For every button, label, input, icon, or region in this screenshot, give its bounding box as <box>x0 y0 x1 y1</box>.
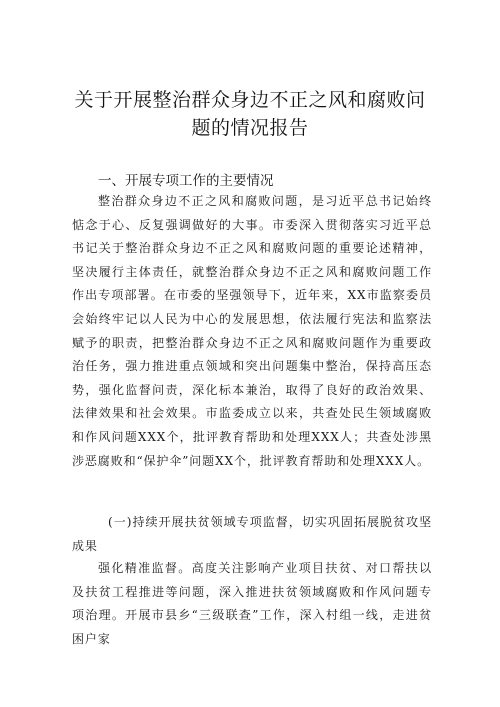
body-paragraph-1: 整治群众身边不正之风和腐败问题，是习近平总书记始终惦念于心、反复强调做好的大事。市委深入贯彻落实习近平总书记关于整治群众身边不正之风和腐败问题的重要论述精神，坚决履行主体责任，就整治群众身边不正之风和腐败问题工作作出专项部署。在市委的坚强领导下，近年来，XX市监察委员会始终牢记以人民为中心的发展思想，依法履行宪法和监察法赋予的职责，把整治群众身边不正之风和腐败问题作为重要政治任务，强力推进重点领域和突出问题集中整治，保持高压态势，强化监督问责，深化标本兼治，取得了良好的政治效果、法律效果和社会效果。市监委成立以来，共查处民生领域腐败和作风问题XXX个，批评教育帮助和处理XXX人；共查处涉黑涉恶腐败和“保护伞”问题XX个，批评教育帮助和处理XXX人。 <box>72 194 432 468</box>
body-paragraph-2: 强化精准监督。高度关注影响产业项目扶贫、对口帮扶以及扶贫工程推进等问题，深入推进扶贫领域腐败和作风问题专项治理。开展市县乡“三级联查”工作，深入村组一线，走进贫困户家 <box>72 561 432 646</box>
document-title-line-1: 关于开展整治群众身边不正之风和腐败问 <box>74 89 426 111</box>
document-title <box>70 86 430 142</box>
document-title-line-2: 题的情况报告 <box>191 117 309 139</box>
subsection-heading: (一)持续开展扶贫领域专项监督，切实巩固拓展脱贫攻坚成果 <box>72 515 432 553</box>
section-heading: 一、开展专项工作的主要情况 <box>98 173 274 189</box>
